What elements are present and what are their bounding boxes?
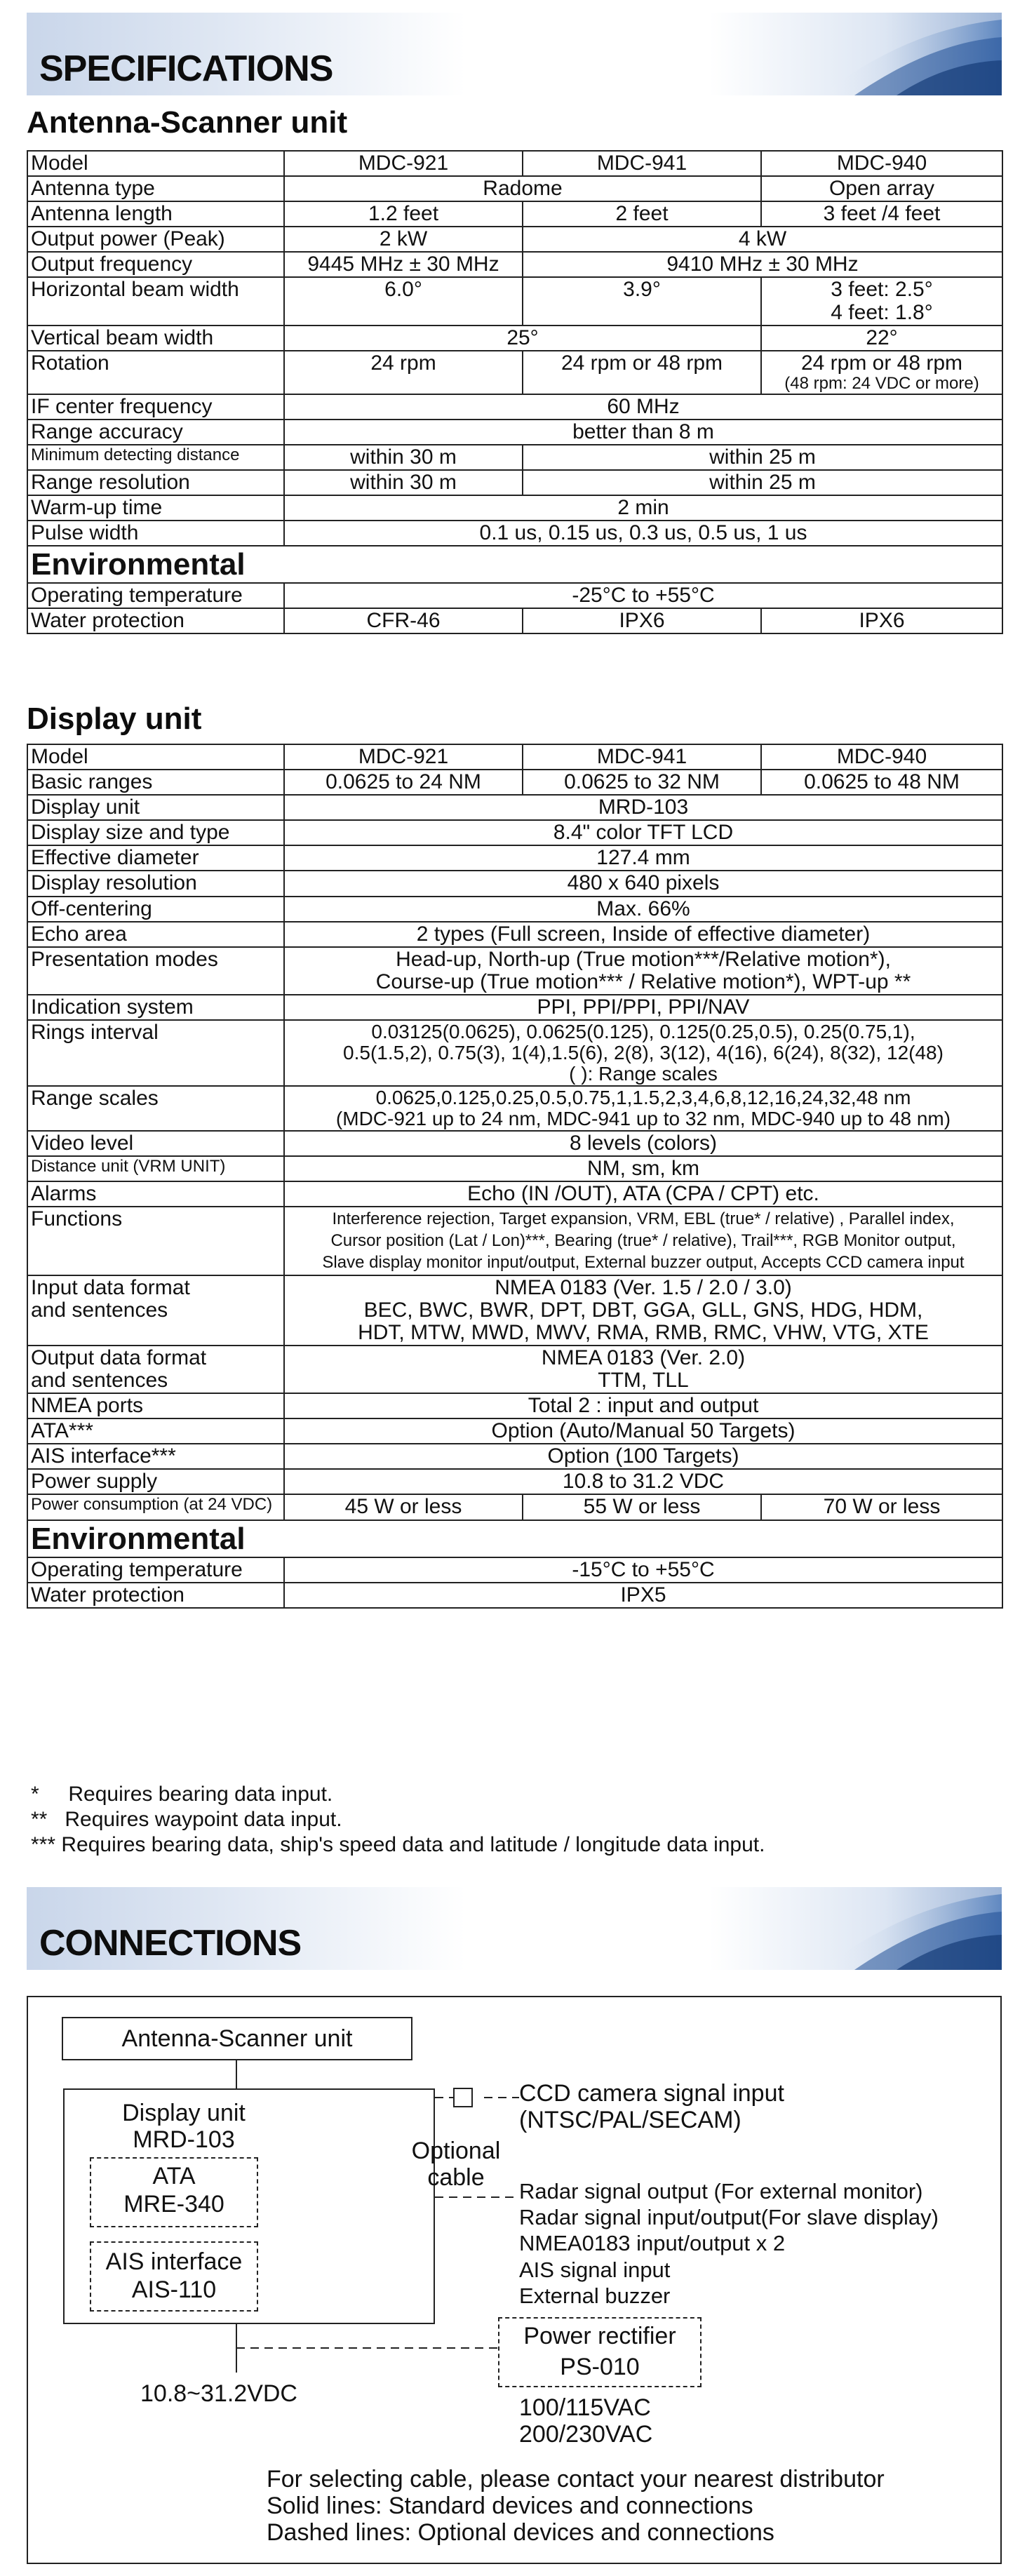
table-row: Output power (Peak) 2 kW 4 kW: [27, 227, 1002, 252]
table-row: Range resolution within 30 m within 25 m: [27, 470, 1002, 495]
power-rectifier-box: Power rectifier PS-010: [498, 2317, 702, 2387]
diagram-footer: For selecting cable, please contact your nearest distributor Solid lines: Standard devices and connections Dashed lines: Optional devices and connections: [267, 2466, 885, 2547]
environmental-heading: Environmental: [27, 1520, 1002, 1557]
specifications-title: SPECIFICATIONS: [39, 48, 333, 89]
table-row: Horizontal beam width 6.0° 3.9° 3 feet: 2.5° 4 feet: 1.8°: [27, 277, 1002, 325]
table-row: Antenna type Radome Open array: [27, 176, 1002, 201]
table-row: NMEA ports Total 2 : input and output: [27, 1393, 1002, 1418]
display-section-heading: Display unit: [27, 702, 202, 736]
connections-title: CONNECTIONS: [39, 1923, 302, 1964]
table-row: Display unit MRD-103: [27, 795, 1002, 820]
table-row: Range accuracy better than 8 m: [27, 420, 1002, 445]
table-row: Display resolution 480 x 640 pixels: [27, 871, 1002, 896]
table-row: Warm-up time 2 min: [27, 495, 1002, 521]
table-row: IF center frequency 60 MHz: [27, 394, 1002, 420]
footnote: ** Requires waypoint data input.: [31, 1808, 342, 1831]
table-row: AIS interface*** Option (100 Targets): [27, 1444, 1002, 1469]
table-row: Power supply 10.8 to 31.2 VDC: [27, 1469, 1002, 1494]
table-row: Range scales 0.0625,0.125,0.25,0.5,0.75,1,1.5,2,3,4,6,8,12,16,24,32,48 nm (MDC-921 up to 24 nm, MDC-941 up to 32 nm, MDC-940 up to 48 nm): [27, 1086, 1002, 1131]
table-row: Antenna length 1.2 feet 2 feet 3 feet /4 feet: [27, 201, 1002, 227]
table-row: Water protection IPX5: [27, 1583, 1002, 1608]
table-row: Indication system PPI, PPI/PPI, PPI/NAV: [27, 995, 1002, 1020]
environmental-heading: Environmental: [27, 546, 1002, 583]
footnote: * Requires bearing data input.: [31, 1783, 333, 1806]
table-row: Output frequency 9445 MHz ± 30 MHz 9410 MHz ± 30 MHz: [27, 252, 1002, 277]
environmental-heading-row: [27, 546, 1002, 583]
table-row: Vertical beam width 25° 22°: [27, 326, 1002, 351]
table-row: Power consumption (at 24 VDC) 45 W or less 55 W or less 70 W or less: [27, 1494, 1002, 1520]
antenna-scanner-box: Antenna-Scanner unit: [62, 2017, 412, 2060]
table-row: Echo area 2 types (Full screen, Inside of effective diameter): [27, 922, 1002, 947]
table-row: Rotation 24 rpm 24 rpm or 48 rpm 24 rpm or 48 rpm (48 rpm: 24 VDC or more): [27, 351, 1002, 394]
signal-list: Radar signal output (For external monitor) Radar signal input/output(For slave display) NMEA0183 input/output x 2 AIS signal input External buzzer: [519, 2179, 939, 2308]
table-row: Display size and type 8.4" color TFT LCD: [27, 820, 1002, 845]
display-unit-box: Display unit MRD-103: [63, 2088, 435, 2324]
table-row: Off-centering Max. 66%: [27, 897, 1002, 922]
table-row: ATA*** Option (Auto/Manual 50 Targets): [27, 1418, 1002, 1444]
table-row: Rings interval 0.03125(0.0625), 0.0625(0.125), 0.125(0.25,0.5), 0.25(0.75,1), 0.5(1.5,2), 0.75(3), 1(4),1.5(6), 2(8), 3(12), 4(16), 6(24), 8(32), 12(48) ( ): Range scales: [27, 1020, 1002, 1086]
table-row: Operating temperature -25°C to +55°C: [27, 583, 1002, 608]
dc-input-label: 10.8~31.2VDC: [140, 2380, 297, 2407]
table-row: Presentation modes Head-up, North-up (True motion***/Relative motion*), Course-up (True motion*** / Relative motion*), WPT-up **: [27, 947, 1002, 995]
table-row: Operating temperature -15°C to +55°C: [27, 1557, 1002, 1583]
antenna-spec-table: [27, 150, 1003, 634]
footnote: *** Requires bearing data, ship's speed data and latitude / longitude data input.: [31, 1833, 765, 1856]
table-row: Model MDC-921 MDC-941 MDC-940: [27, 744, 1002, 770]
environmental-heading-row: [27, 1520, 1002, 1557]
ata-box: ATA MRE-340: [90, 2157, 258, 2227]
display-spec-table: [27, 744, 1003, 1609]
ac-input-label: 100/115VAC 200/230VAC: [519, 2394, 653, 2448]
table-row: Functions Interference rejection, Target expansion, VRM, EBL (true* / relative) , Parallel index, Cursor position (Lat / Lon)***, Bearing (true* / relative), Trail***, RGB Monitor output, Slave display monitor input/output, External buzzer output, Accepts CCD camera input: [27, 1207, 1002, 1275]
table-row: Output data format and sentences NMEA 0183 (Ver. 2.0) TTM, TLL: [27, 1346, 1002, 1393]
banner-swirl-graphic: [791, 13, 1002, 95]
table-row: Alarms Echo (IN /OUT), ATA (CPA / CPT) etc.: [27, 1181, 1002, 1207]
connections-diagram: [27, 1996, 1002, 2564]
specifications-banner: [27, 13, 1002, 95]
ais-interface-box: AIS interface AIS-110: [90, 2241, 258, 2312]
table-row: Water protection CFR-46 IPX6 IPX6: [27, 608, 1002, 633]
table-row: Distance unit (VRM UNIT) NM, sm, km: [27, 1156, 1002, 1181]
table-row: Effective diameter 127.4 mm: [27, 845, 1002, 871]
connections-banner: [27, 1887, 1002, 1970]
table-row: Model MDC-921 MDC-941 MDC-940: [27, 151, 1002, 176]
ccd-input-label: CCD camera signal input (NTSC/PAL/SECAM): [519, 2080, 784, 2134]
table-row: Video level 8 levels (colors): [27, 1131, 1002, 1156]
antenna-section-heading: Antenna-Scanner unit: [27, 105, 348, 140]
banner-swirl-graphic: [791, 1887, 1002, 1970]
optional-cable-label: Optional cable: [411, 2138, 501, 2192]
table-row: Input data format and sentences NMEA 0183 (Ver. 1.5 / 2.0 / 3.0) BEC, BWC, BWR, DPT, DBT, GGA, GLL, GNS, HDG, HDM, HDT, MTW, MWD, MWV, RMA, RMB, RMC, VHW, VTG, XTE: [27, 1275, 1002, 1346]
table-row: Basic ranges 0.0625 to 24 NM 0.0625 to 32 NM 0.0625 to 48 NM: [27, 770, 1002, 795]
footnotes: [31, 1782, 765, 1858]
table-row: Pulse width 0.1 us, 0.15 us, 0.3 us, 0.5 us, 1 us: [27, 521, 1002, 546]
table-row: Minimum detecting distance within 30 m within 25 m: [27, 445, 1002, 470]
